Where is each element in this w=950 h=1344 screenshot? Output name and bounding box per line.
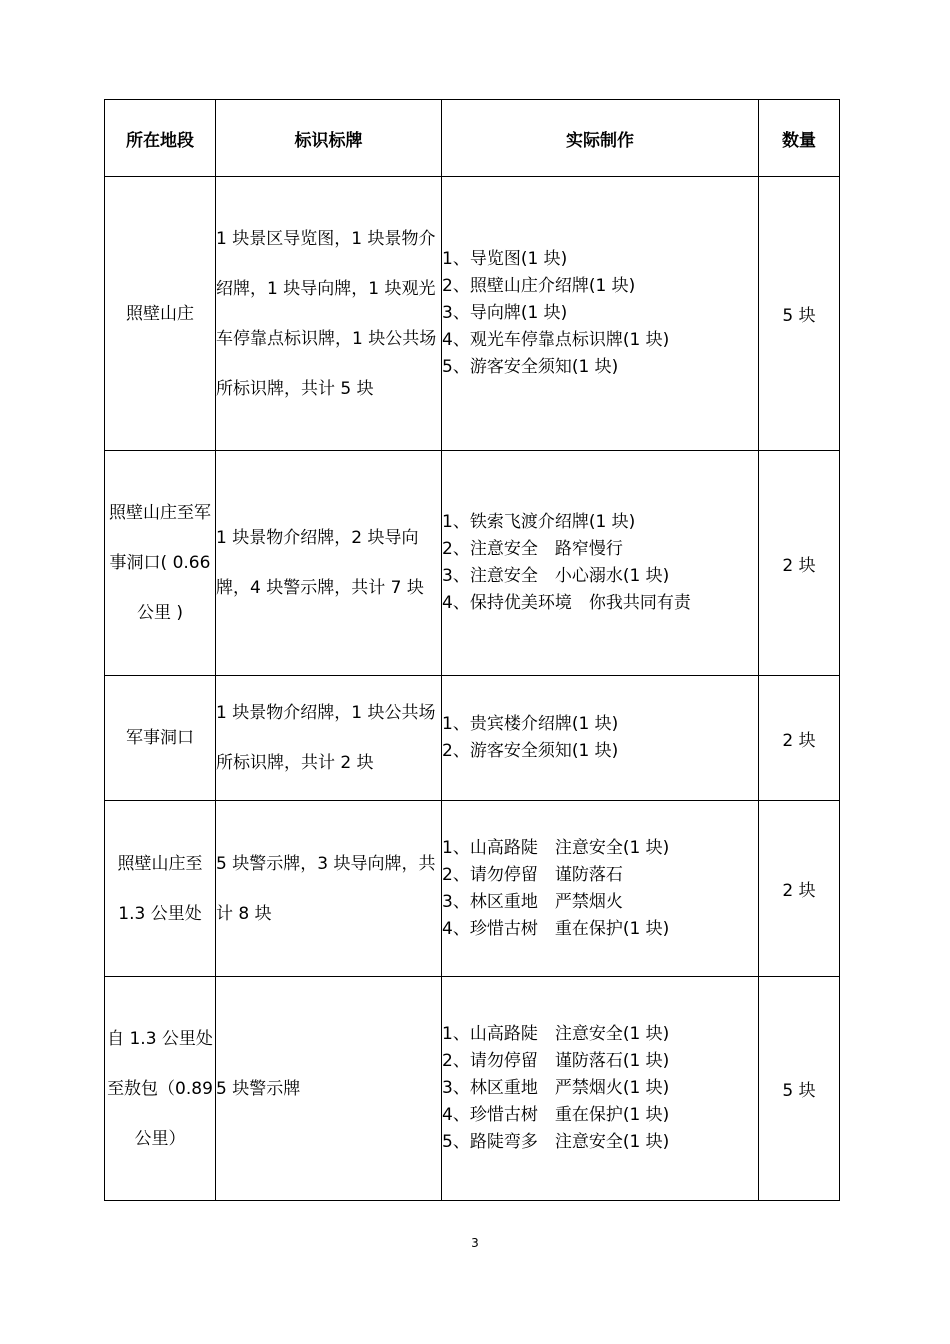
actual-item: 1、铁索飞渡介绍牌(1 块) xyxy=(442,512,636,532)
actual-item: 1、导览图(1 块) xyxy=(442,249,568,269)
actual-item: 4、珍惜古树 重在保护(1 块) xyxy=(442,1105,670,1125)
actual-item: 2、请勿停留 谨防落石(1 块) xyxy=(442,1051,670,1071)
table-row xyxy=(105,977,840,1201)
signs-cell: 5 块警示牌，3 块导向牌，共计 8 块 xyxy=(216,801,442,977)
actual-item: 1、山高路陡 注意安全(1 块) xyxy=(442,1024,670,1044)
actual-item: 4、观光车停靠点标识牌(1 块) xyxy=(442,330,670,350)
header-actual: 实际制作 xyxy=(442,100,759,177)
table-row xyxy=(105,451,840,676)
location-cell: 军事洞口 xyxy=(105,676,216,801)
header-location: 所在地段 xyxy=(105,100,216,177)
quantity-cell: 2 块 xyxy=(759,451,840,676)
actual-item: 1、贵宾楼介绍牌(1 块) xyxy=(442,714,619,734)
actual-item: 5、路陡弯多 注意安全(1 块) xyxy=(442,1132,670,1152)
actual-item: 5、游客安全须知(1 块) xyxy=(442,357,619,377)
actual-cell xyxy=(442,676,759,801)
actual-item: 4、保持优美环境 你我共同有责 xyxy=(442,593,691,613)
location-cell: 照壁山庄至军事洞口( 0.66 公里 ) xyxy=(105,451,216,676)
actual-item: 2、照壁山庄介绍牌(1 块) xyxy=(442,276,636,296)
actual-cell xyxy=(442,801,759,977)
actual-cell xyxy=(442,177,759,451)
location-cell: 照壁山庄 xyxy=(105,177,216,451)
signs-cell: 1 块景物介绍牌，1 块公共场所标识牌，共计 2 块 xyxy=(216,676,442,801)
signs-cell: 5 块警示牌 xyxy=(216,977,442,1201)
actual-cell xyxy=(442,977,759,1201)
actual-item: 2、游客安全须知(1 块) xyxy=(442,741,619,761)
quantity-cell: 2 块 xyxy=(759,801,840,977)
actual-item: 3、导向牌(1 块) xyxy=(442,303,568,323)
actual-item: 3、林区重地 严禁烟火 xyxy=(442,891,623,912)
quantity-cell: 2 块 xyxy=(759,676,840,801)
table-row xyxy=(105,177,840,451)
header-signs: 标识标牌 xyxy=(216,100,442,177)
actual-item: 3、注意安全 小心溺水(1 块) xyxy=(442,566,670,586)
table-row xyxy=(105,801,840,977)
quantity-cell: 5 块 xyxy=(759,977,840,1201)
actual-item: 4、珍惜古树 重在保护(1 块) xyxy=(442,918,670,939)
table-row xyxy=(105,676,840,801)
location-cell: 照壁山庄至 1.3 公里处 xyxy=(105,801,216,977)
quantity-cell: 5 块 xyxy=(759,177,840,451)
actual-item: 2、注意安全 路窄慢行 xyxy=(442,539,623,559)
header-quantity: 数量 xyxy=(759,100,840,177)
sign-inventory-table xyxy=(104,99,840,1201)
page-number: 3 xyxy=(471,1236,479,1250)
actual-item: 3、林区重地 严禁烟火(1 块) xyxy=(442,1078,670,1098)
actual-item: 1、山高路陡 注意安全(1 块) xyxy=(442,837,670,858)
table-header-row xyxy=(105,100,840,177)
location-cell: 自 1.3 公里处至敖包（0.89 公里） xyxy=(105,977,216,1201)
actual-cell xyxy=(442,451,759,676)
signs-cell: 1 块景区导览图，1 块景物介绍牌，1 块导向牌，1 块观光车停靠点标识牌，1 块公共场所标识牌，共计 5 块 xyxy=(216,177,442,451)
signs-cell: 1 块景物介绍牌，2 块导向牌，4 块警示牌，共计 7 块 xyxy=(216,451,442,676)
actual-item: 2、请勿停留 谨防落石 xyxy=(442,864,623,885)
